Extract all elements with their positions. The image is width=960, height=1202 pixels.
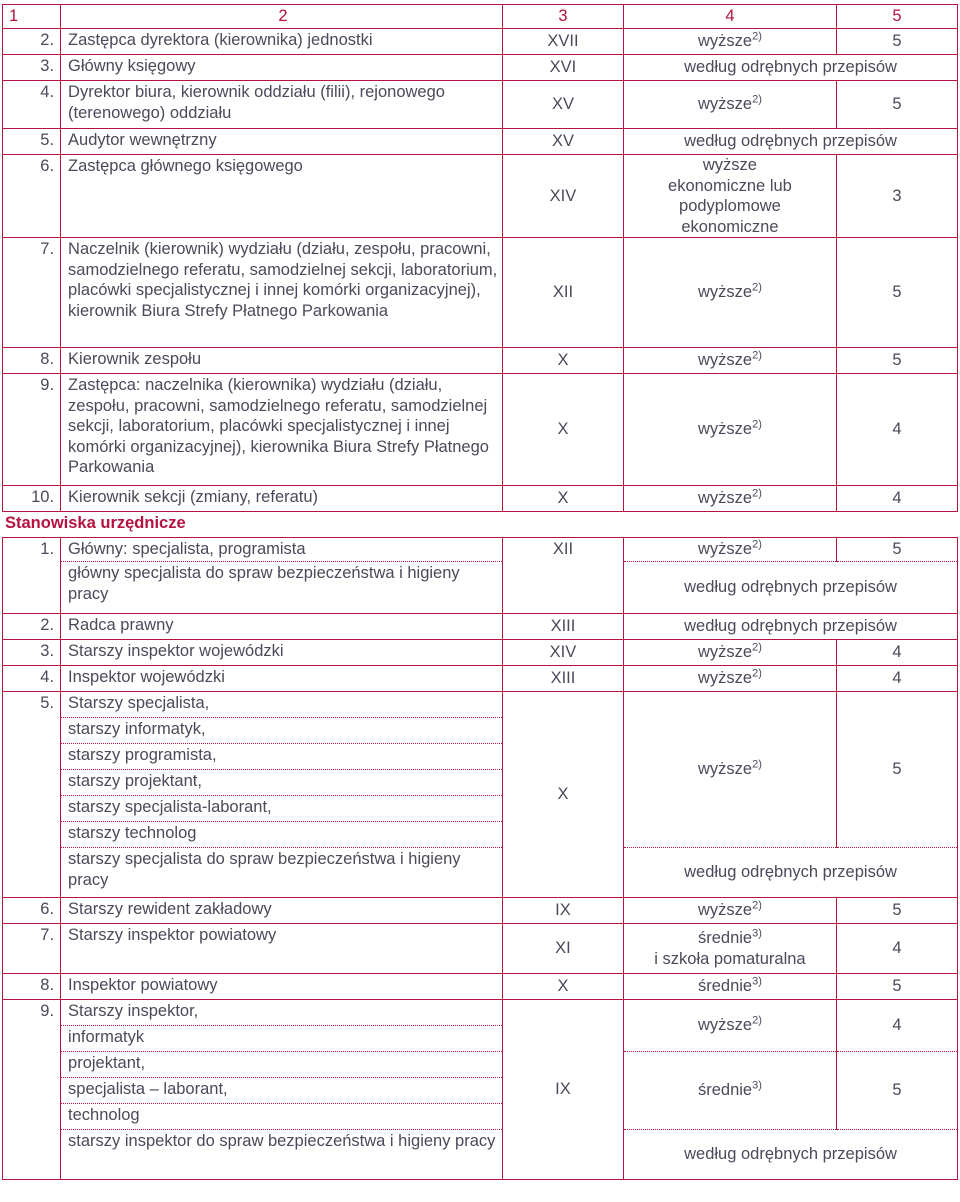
position-name: Zastępca dyrektora (kierownika) jednostki [61,29,503,55]
header-col-1: 1 [3,5,61,29]
position-name: starszy specjalista do spraw bezpieczeństwa i higieny pracy [61,848,503,898]
experience: 5 [836,538,957,562]
row-number: 2. [3,614,61,640]
separate-rules: według odrębnych przepisów [624,562,958,614]
position-name: specjalista – laborant, [61,1078,503,1104]
experience: 4 [836,486,957,512]
table-row [3,29,958,55]
table-row [3,348,958,374]
position-name: Kierownik zespołu [61,348,503,374]
position-name: Naczelnik (kierownik) wydziału (działu, zespołu, pracowni, samodzielnego referatu, samodzielnej sekcji, laboratorium, placówki specjalistycznej i innej komórki organizacyjnej), kierownik Biura Strefy Płatnego Parkowania [61,238,503,348]
row-number: 9. [3,1000,61,1180]
experience: 5 [836,898,957,924]
education: średnie$^{3)}$ [624,974,837,1000]
position-name: Starszy inspektor, [61,1000,503,1026]
row-number: 3. [3,55,61,81]
position-name: Kierownik sekcji (zmiany, referatu) [61,486,503,512]
row-number: 7. [3,238,61,348]
row-number: 4. [3,81,61,129]
table-row [3,614,958,640]
position-name: Dyrektor biura, kierownik oddziału (filii), rejonowego (terenowego) oddziału [61,81,503,129]
education: średnie$^{3)}$ i szkoła pomaturalna [624,924,837,974]
table-row [3,81,958,129]
table-row [3,848,958,898]
category: XV [502,81,623,129]
row-number: 6. [3,155,61,238]
education: średnie$^{3)}$ [624,1052,837,1130]
education: wyższe$^{2)}$ [624,538,837,562]
document-page [0,4,958,1200]
table-row [3,1130,958,1180]
row-number: 8. [3,348,61,374]
category: X [502,374,623,486]
table-row [3,1052,958,1078]
position-name: informatyk [61,1026,503,1052]
separate-rules: według odrębnych przepisów [624,1130,958,1180]
row-number: 2. [3,29,61,55]
category: X [502,974,623,1000]
row-number: 5. [3,129,61,155]
table-row [3,1000,958,1026]
category: XII [502,238,623,348]
positions-table [2,4,958,1180]
experience: 4 [836,640,957,666]
experience: 5 [836,692,957,848]
category: XII [502,538,623,614]
category: IX [502,898,623,924]
row-number: 5. [3,692,61,898]
category: XI [502,924,623,974]
education: wyższe$^{2)}$ [624,666,837,692]
table-row [3,55,958,81]
education: wyższe$^{2)}$ [624,692,837,848]
header-col-5: 5 [836,5,957,29]
position-name: Starszy rewident zakładowy [61,898,503,924]
education: wyższe$^{2)}$ [624,81,837,129]
education: wyższe$^{2)}$ [624,486,837,512]
header-col-2: 2 [61,5,503,29]
table-row [3,155,958,238]
separate-rules: według odrębnych przepisów [624,848,958,898]
experience: 5 [836,974,957,1000]
experience: 5 [836,81,957,129]
position-name: Inspektor powiatowy [61,974,503,1000]
category: XIII [502,614,623,640]
education: wyższe$^{2)}$ [624,374,837,486]
experience: 5 [836,1052,957,1130]
row-number: 7. [3,924,61,974]
position-name: Starszy inspektor wojewódzki [61,640,503,666]
header-col-3: 3 [502,5,623,29]
position-name: Główny: specjalista, programista [61,538,503,562]
experience: 4 [836,374,957,486]
header-row [3,5,958,29]
table-row [3,898,958,924]
category: X [502,692,623,898]
position-name: starszy technolog [61,822,503,848]
experience: 5 [836,238,957,348]
position-name: Radca prawny [61,614,503,640]
table-row [3,486,958,512]
table-row [3,129,958,155]
row-number: 8. [3,974,61,1000]
experience: 3 [836,155,957,238]
row-number: 3. [3,640,61,666]
education: wyższe ekonomiczne lub podyplomowe ekonomiczne [624,155,837,238]
row-number: 6. [3,898,61,924]
position-name: projektant, [61,1052,503,1078]
table-row [3,692,958,718]
separate-rules: według odrębnych przepisów [624,614,958,640]
section-row [3,512,958,538]
education: wyższe$^{2)}$ [624,348,837,374]
table-row [3,238,958,348]
education: wyższe$^{2)}$ [624,640,837,666]
category: X [502,486,623,512]
table-row [3,666,958,692]
row-number: 4. [3,666,61,692]
position-name: starszy programista, [61,744,503,770]
table-row [3,924,958,974]
education: wyższe$^{2)}$ [624,1000,837,1052]
category: XVI [502,55,623,81]
header-col-4: 4 [624,5,837,29]
category: XV [502,129,623,155]
position-name: Starszy specjalista, [61,692,503,718]
experience: 4 [836,1000,957,1052]
category: IX [502,1000,623,1180]
row-number: 1. [3,538,61,614]
experience: 5 [836,348,957,374]
position-name: technolog [61,1104,503,1130]
experience: 5 [836,29,957,55]
position-name: starszy inspektor do spraw bezpieczeństwa i higieny pracy [61,1130,503,1180]
table-row [3,640,958,666]
position-name: Zastępca głównego księgowego [61,155,503,238]
separate-rules: według odrębnych przepisów [624,129,958,155]
category: XIII [502,666,623,692]
experience: 4 [836,666,957,692]
category: XIV [502,155,623,238]
table-row [3,538,958,562]
education: wyższe$^{2)}$ [624,29,837,55]
category: XIV [502,640,623,666]
position-name: starszy specjalista-laborant, [61,796,503,822]
category: X [502,348,623,374]
table-row [3,562,958,614]
position-name: starszy projektant, [61,770,503,796]
position-name: Starszy inspektor powiatowy [61,924,503,974]
position-name: starszy informatyk, [61,718,503,744]
position-name: Inspektor wojewódzki [61,666,503,692]
row-number: 10. [3,486,61,512]
category: XVII [502,29,623,55]
section-title: Stanowiska urzędnicze [3,512,958,538]
education: wyższe$^{2)}$ [624,898,837,924]
position-name: główny specjalista do spraw bezpieczeństwa i higieny pracy [61,562,503,614]
education: wyższe$^{2)}$ [624,238,837,348]
experience: 4 [836,924,957,974]
position-name: Audytor wewnętrzny [61,129,503,155]
position-name: Zastępca: naczelnika (kierownika) wydziału (działu, zespołu, pracowni, samodzielnego referatu, samodzielnej sekcji, laboratorium, placówki specjalistycznej i innej komórki organizacyjnej), kierownika Biura Strefy Płatnego Parkowania [61,374,503,486]
position-name: Główny księgowy [61,55,503,81]
row-number: 9. [3,374,61,486]
table-row [3,374,958,486]
separate-rules: według odrębnych przepisów [624,55,958,81]
table-row [3,974,958,1000]
